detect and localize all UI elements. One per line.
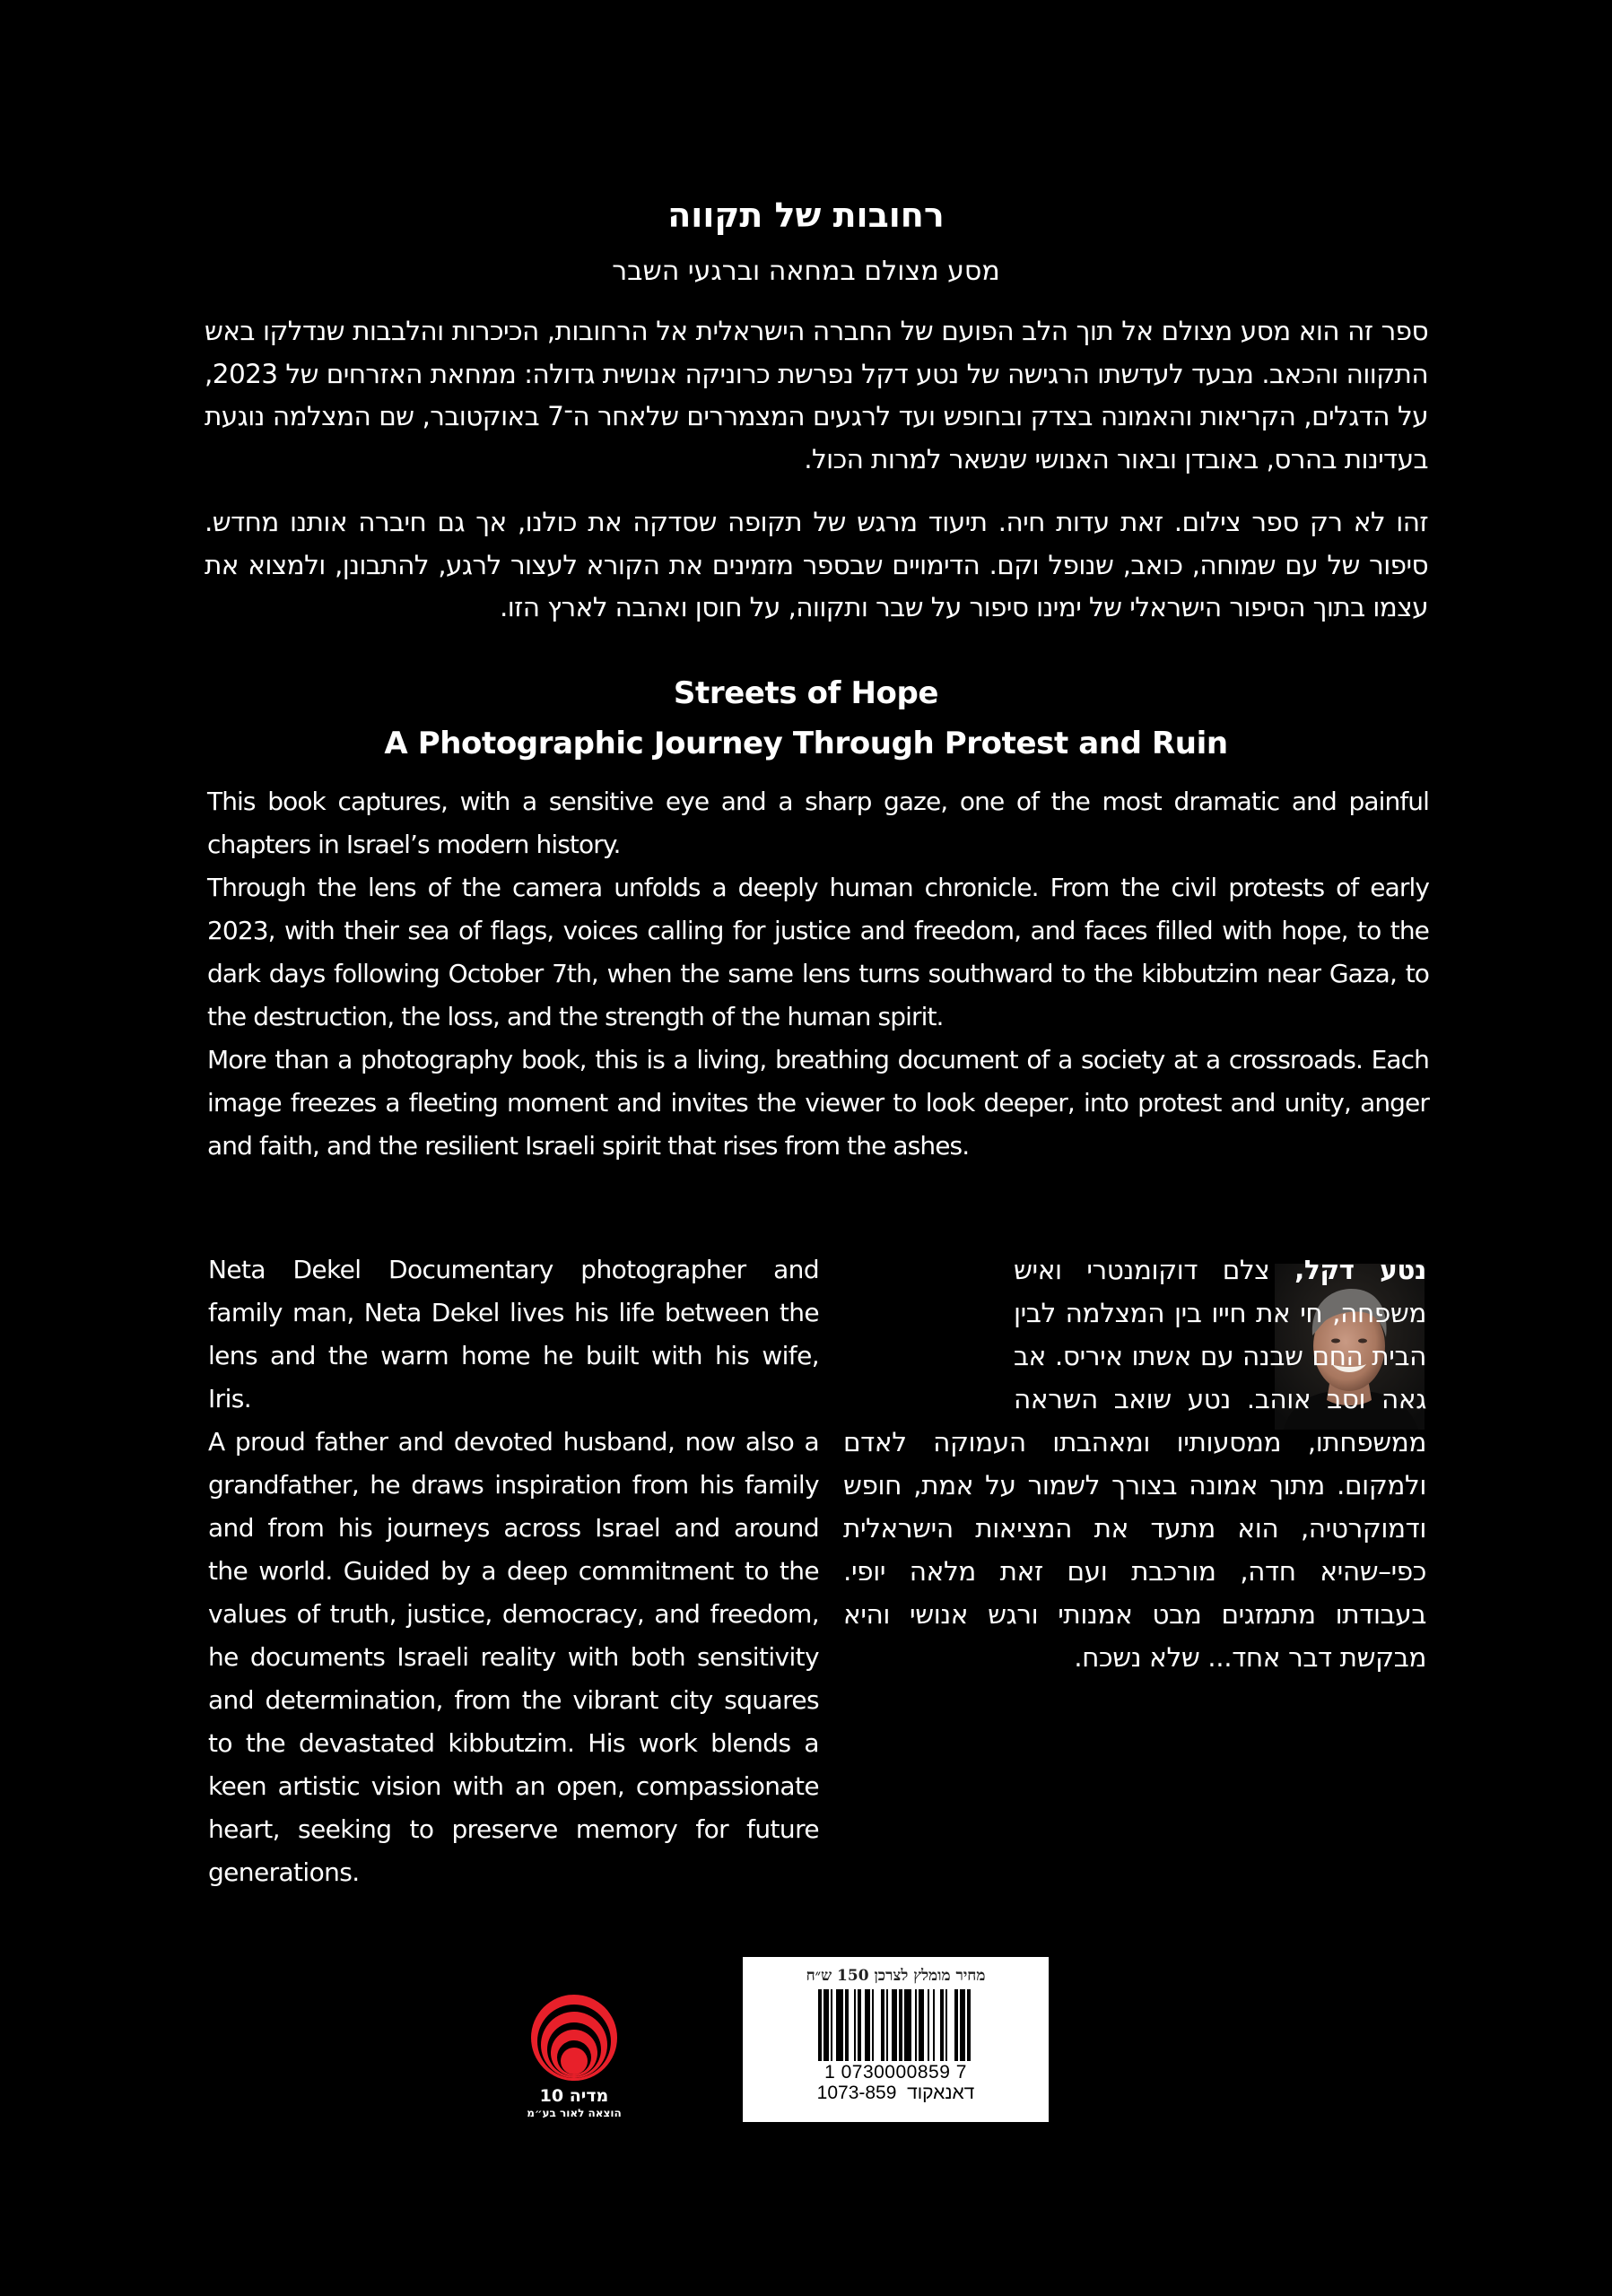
bio-paragraph: A proud father and devoted husband, now also a grandfather, he draws inspiration from his family and from his journeys across Israel and around the world. Guided by a deep commitment to the values of truth, justice, democracy, and freedom, he documents Israeli reality with both sensitivity and determination, from the vibrant city squares to the devastated kibbutzim. His work blends a keen artistic vision with an open, compassionate heart, seeking to preserve memory for future generations. — [208, 1427, 819, 1887]
author-bio-english — [208, 1248, 819, 1894]
barcode-bar — [845, 1989, 849, 2061]
barcode-bar — [928, 1989, 929, 2061]
hebrew-paragraph: זהו לא רק ספר צילום. זאת עדות חיה. תיעוד מרגש של תקופה שסדקה את כולנו, אך גם חיברה אותנו מחדש. סיפור של עם שמוחה, כואב, שנופל וקם. הדימויים שבספר מזמינים את הקורא לעצור לרגע, להתבונן, ולמצוא את עצמו בתוך הסיפור הישראלי של ימינו סיפור על שבר ותקווה, על חוסן ואהבה לארץ הזו. — [205, 507, 1428, 622]
barcode-bar — [881, 1989, 884, 2061]
barcode-bar — [858, 1989, 861, 2061]
barcode-bar — [915, 1989, 917, 2061]
bio-text-hebrew: צלם דוקומנטרי ואיש משפחה, חי את חייו בין המצלמה לבין הבית החם שבנה עם אשתו איריס. אב גאה וסב אוהב. נטע שואב השראה ממשפחתו, ממסעותיו ומאהבתו העמוקה לאדם ולמקום. מתוך אמונה בצורך לשמור על אמת, חופש ודמוקרטיה, הוא מתעד את המציאות הישראלית כפי–שהיא חדה, מורכבת ועם זאת מלאה יופי. בעבודתו מתמזגים מבט אמנותי ורגש אנושי והיא מבקשת דבר אחד... שלא נשכח. — [843, 1255, 1426, 1673]
english-paragraph: More than a photography book, this is a living, breathing document of a society at a crossroads. Each image freezes a fleeting moment and invites the viewer to look deeper, into protest and unity, anger and faith, and the resilient Israeli spirit that rises from the ashes. — [207, 1045, 1429, 1161]
barcode-bar — [892, 1989, 897, 2061]
barcode-bar — [872, 1989, 874, 2061]
barcode-bar — [818, 1989, 822, 2061]
barcode-bar — [967, 1989, 971, 2061]
barcode-bar — [836, 1989, 843, 2061]
barcode-bar — [854, 1989, 856, 2061]
barcode-bar — [940, 1989, 944, 2061]
barcode-icon — [800, 1989, 992, 2061]
barcode-bar — [823, 1989, 829, 2061]
hebrew-title: רחובות של תקווה — [667, 196, 945, 235]
barcode-bar — [865, 1989, 870, 2061]
barcode-label — [743, 1957, 1049, 2122]
publisher-name: מדיה 10 — [539, 2086, 609, 2106]
hebrew-subtitle: מסע מצולם במחאה וברגעי השבר — [612, 256, 1000, 287]
english-description — [207, 780, 1429, 1168]
barcode-number: 1 0730000859 7 — [824, 2062, 967, 2083]
bio-paragraph: Neta Dekel Documentary photographer and family man, Neta Dekel lives his life between the lens and the warm home he built with his wife, Iris. — [208, 1255, 819, 1413]
danacode — [743, 2083, 1049, 2104]
barcode-bar — [919, 1989, 924, 2061]
author-name-hebrew: נטע דקל, — [1294, 1255, 1426, 1285]
recommended-price: מחיר מומלץ לצרכן 150 ש״ח — [806, 1967, 986, 1985]
concentric-circles-logo-icon — [529, 1993, 619, 2083]
barcode-bar — [831, 1989, 832, 2061]
danacode-value: 1073-859 — [816, 2083, 897, 2103]
english-title: Streets of Hope — [673, 675, 939, 711]
publisher-logo — [502, 1993, 646, 2127]
english-paragraph: This book captures, with a sensitive eye and a sharp gaze, one of the most dramatic and painful chapters in Israel’s modern history. — [207, 787, 1429, 859]
english-paragraph: Through the lens of the camera unfolds a deeply human chronicle. From the civil protests of early 2023, with their sea of flags, voices calling for justice and freedom, and faces filled with hope, to the dark days following October 7th, when the same lens turns southward to the kibbutzim near Gaza, to the destruction, the loss, and the strength of the human spirit. — [207, 873, 1429, 1031]
photo-spacer — [843, 1248, 1014, 1417]
english-subtitle: A Photographic Journey Through Protest and Ruin — [384, 726, 1228, 761]
barcode-bar — [945, 1989, 947, 2061]
barcode-bar — [960, 1989, 965, 2061]
barcode-bar — [899, 1989, 902, 2061]
barcode-bar — [933, 1989, 935, 2061]
author-bio-hebrew — [843, 1248, 1426, 1679]
hebrew-paragraph: ספר זה הוא מסע מצולם אל תוך הלב הפועם של החברה הישראלית אל הרחובות, הכיכרות והלבבות שנדלקו באש התקווה והכאב. מבעד לעדשתו הרגישה של נטע דקל נפרשת כרוניקה אנושית גדולה: ממחאת האזרחים של 2023, על הדגלים, הקריאות והאמונה בצדק ובחופש ועד לרגעים המצמררים שלאחר ה־7 באוקטובר, שם המצלמה נוגעת בעדינות בהרס, באובדן ובאור האנושי שנשאר למרות הכול. — [205, 316, 1429, 474]
danacode-label: דאנאקוד — [907, 2083, 975, 2103]
publisher-tagline: הוצאה לאור בע״מ — [527, 2107, 622, 2119]
barcode-bar — [954, 1989, 958, 2061]
barcode-bar — [886, 1989, 888, 2061]
barcode-bar — [904, 1989, 911, 2061]
